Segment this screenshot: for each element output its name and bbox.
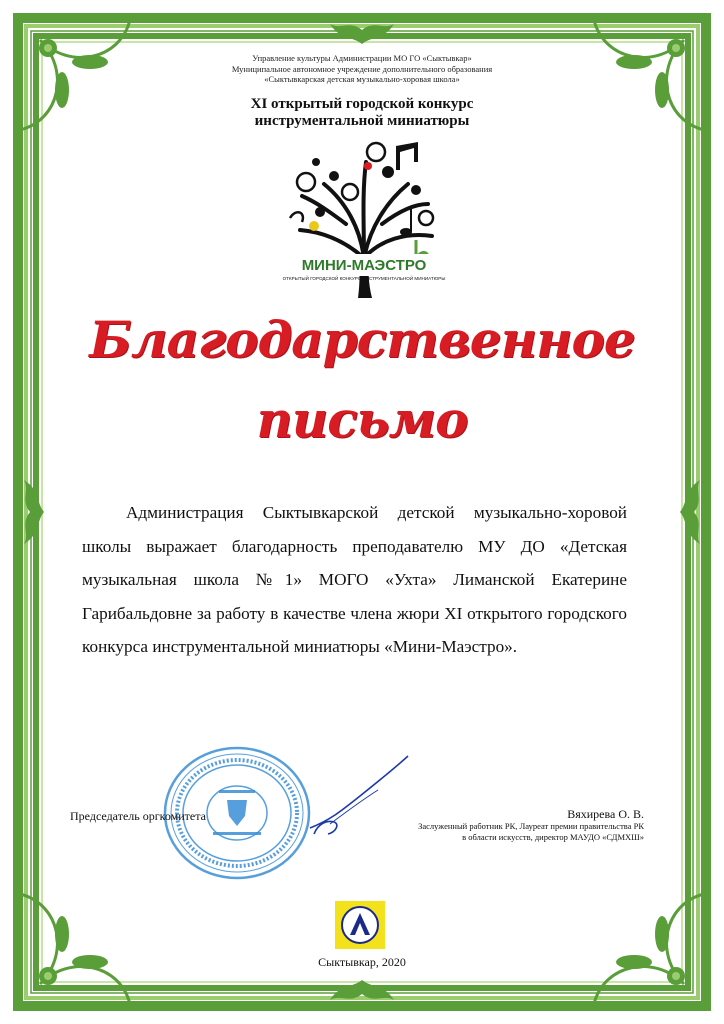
header-line-2: Муниципальное автономное учреждение дополнительного образования — [231, 63, 493, 74]
logo-name: МИНИ-МАЭСТРО — [301, 257, 427, 274]
logo-subtitle: ОТКРЫТЫЙ ГОРОДСКОЙ КОНКУРС ИНСТРУМЕНТАЛЬНОЙ МИНИАТЮРЫ — [282, 276, 446, 281]
heading-line-1: Благодарственное — [89, 310, 635, 369]
organization-header — [130, 53, 594, 85]
contest-title-line-1: XI открытый городской конкурс — [250, 96, 474, 112]
letter-body: Администрация Сыктывкарской детской музыкально-хоровой школы выражает благодарность преподавателю МУ ДО «Детская музыкальная школа №1» МОГО «Ухта» Лиманской Екатерине Гарибальдовне за работу в качестве члена жюри XI открытого городского конкурса инструментальной миниатюры «Мини-Маэстро». — [82, 503, 627, 656]
contest-title — [150, 96, 574, 130]
mini-maestro-logo — [276, 132, 452, 298]
school-logo — [335, 901, 385, 949]
header-line-3: «Сыктывкарская детская музыкально-хоровая школа» — [264, 74, 460, 84]
city-year: Сыктывкар, 2020 — [318, 955, 406, 969]
contest-title-line-2: инструментальной миниатюры — [254, 113, 470, 129]
signer-title-1: Заслуженный работник РК, Лауреат премии правительства РК — [418, 821, 644, 831]
signer-block — [418, 807, 644, 843]
header-line-1: Управление культуры Администрации МО ГО «Сыктывкар» — [252, 53, 472, 63]
signer-title-2: в области искусств, директор МАУДО «СДМХШ» — [462, 832, 644, 842]
signer-name: Вяхирева О. В. — [567, 807, 644, 821]
heading-line-2: письмо — [256, 390, 468, 449]
chair-label: Председатель оргкомитета — [70, 809, 206, 823]
signature-mark — [300, 750, 420, 840]
